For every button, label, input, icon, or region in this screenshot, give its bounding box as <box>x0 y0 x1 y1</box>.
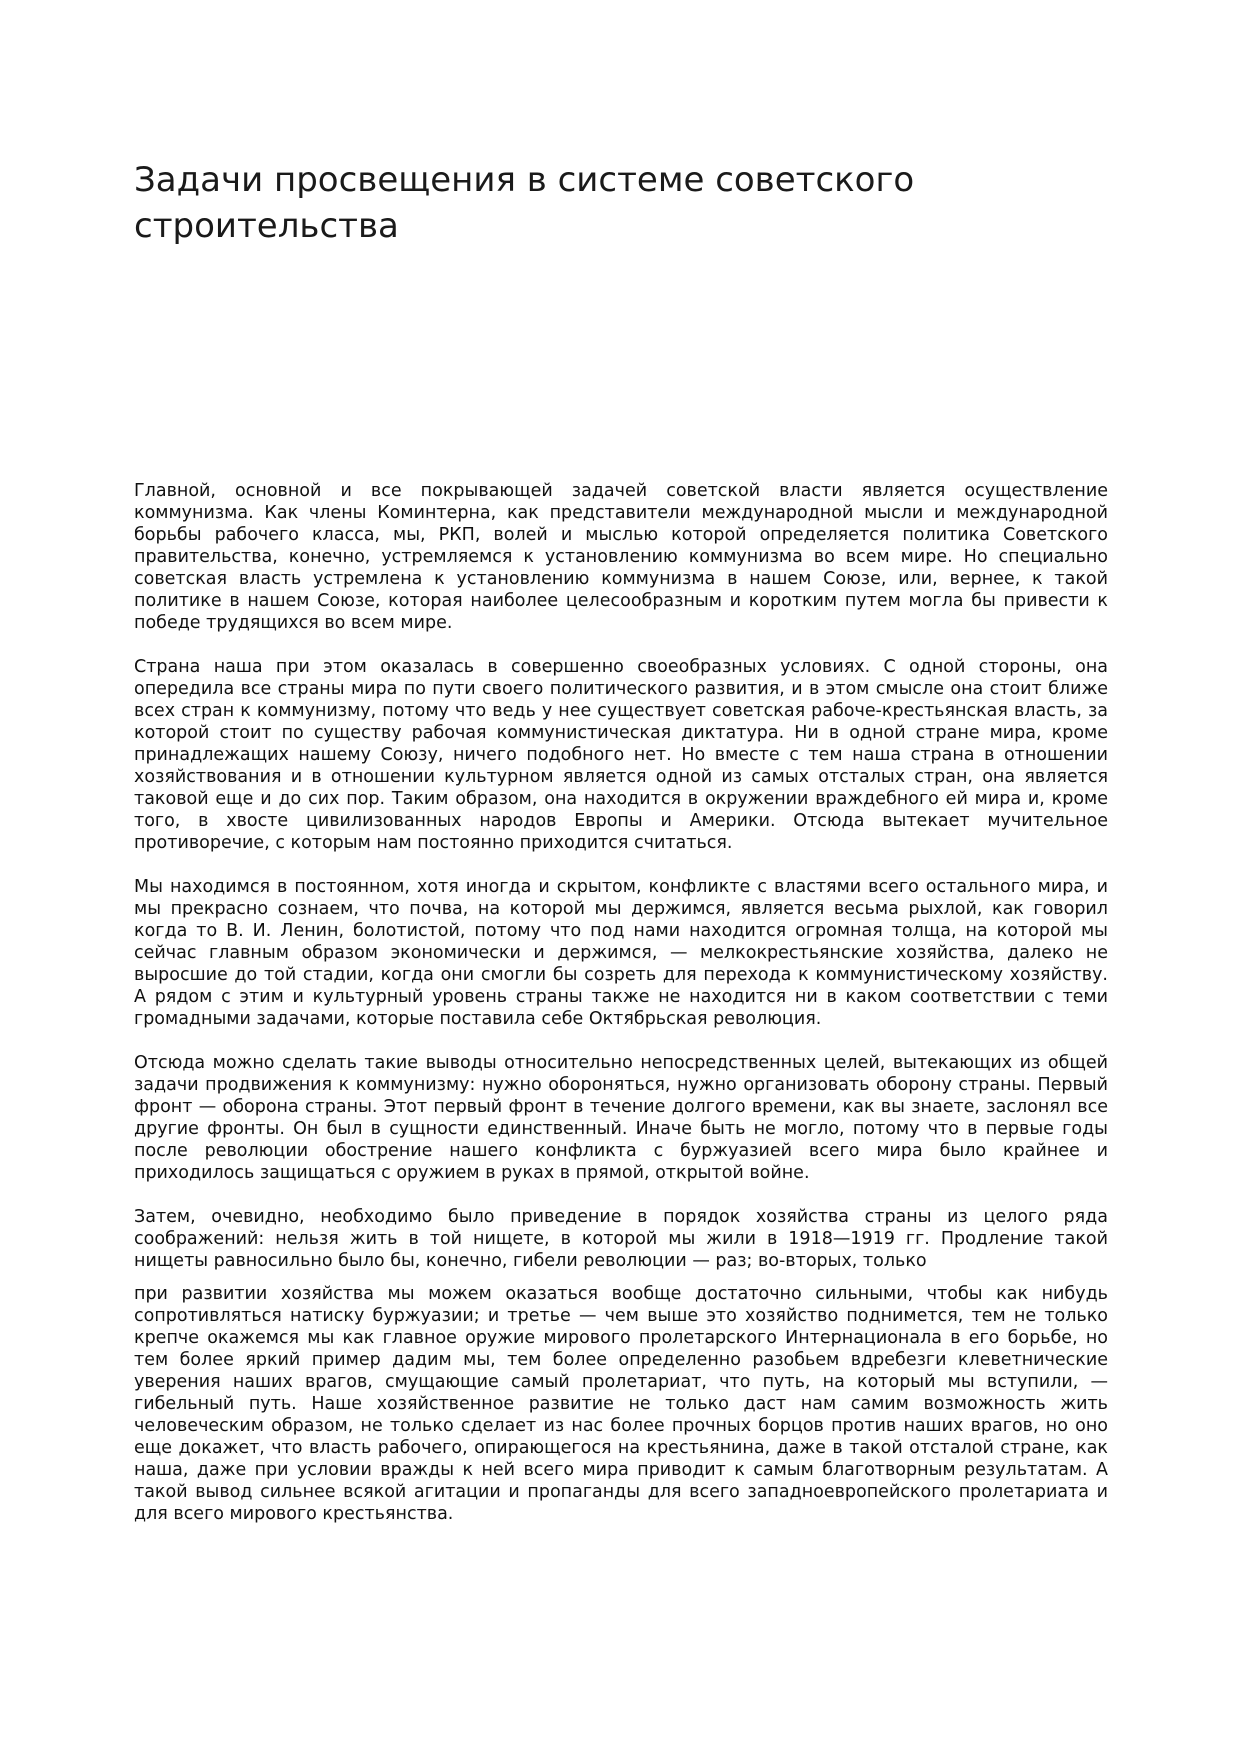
paragraph-6: при развитии хозяйства мы можем оказаться вообще достаточно сильными, чтобы как нибудь сопротивляться натиску буржуазии; и третье — чем выше это хозяйство поднимется, тем не только крепче окажемся мы как главное оружие мирового пролетарского Интернационала в его борьбе, но тем более яркий пример дадим мы, тем более определенно разобьем вдребезги клеветнические уверения наших врагов, смущающие самый пролетариат, что путь, на который мы вступили, — гибельный путь. Наше хозяйственное развитие не только даст нам самим возможность жить человеческим образом, не только сделает из нас более прочных борцов против наших врагов, но оно еще докажет, что власть рабочего, опирающегося на крестьянина, даже в такой отсталой стране, как наша, даже при условии вражды к ней всего мира приводит к самым благотворным результатам. А такой вывод сильнее всякой агитации и пропаганды для всего западноевропейского пролетариата и для всего мирового крестьянства. <box>134 1284 1108 1524</box>
paragraph-2: Страна наша при этом оказалась в совершенно своеобразных условиях. С одной стороны, она опередила все страны мира по пути своего политического развития, и в этом смысле она стоит ближе всех стран к коммунизму, потому что ведь у нее существует советская рабоче-крестьянская власть, за которой стоит по существу рабочая коммунистическая диктатура. Ни в одной стране мира, кроме принадлежащих нашему Союзу, ничего подобного нет. Но вместе с тем наша страна в отношении хозяйствования и в отношении культурном является одной из самых отсталых стран, она является таковой еще и до сих пор. Таким образом, она находится в окружении враждебного ей мира и, кроме того, в хвосте цивилизованных народов Европы и Америки. Отсюда вытекает мучительное противоречие, с которым нам постоянно приходится считаться. <box>134 657 1108 853</box>
paragraph-3: Мы находимся в постоянном, хотя иногда и скрытом, конфликте с властями всего остального мира, и мы прекрасно сознаем, что почва, на которой мы держимся, является весьма рыхлой, как говорил когда то В. И. Ленин, болотистой, потому что под нами находится огромная толща, на которой мы сейчас главным образом экономически и держимся, — мелкокрестьянские хозяйства, далеко не выросшие до той стадии, когда они смогли бы созреть для перехода к коммунистическому хозяйству. А рядом с этим и культурный уровень страны также не находится ни в каком соответствии с теми громадными задачами, которые поставила себе Октябрьская революция. <box>134 877 1108 1029</box>
article-body <box>134 480 1108 1547</box>
paragraph-5: Затем, очевидно, необходимо было приведение в порядок хозяйства страны из целого ряда соображений: нельзя жить в той нищете, в которой мы жили в 1918—1919 гг. Продление такой нищеты равносильно было бы, конечно, гибели революции — раз; во-вторых, только <box>134 1207 1108 1271</box>
page-title: Задачи просвещения в системе советского строительства <box>134 160 915 246</box>
paragraph-1: Главной, основной и все покрывающей задачей советской власти является осуществление коммунизма. Как члены Коминтерна, как представители международной мысли и международной борьбы рабочего класса, мы, РКП, волей и мыслью которой определяется политика Советского правительства, конечно, устремляемся к установлению коммунизма во всем мире. Но специально советская власть устремлена к установлению коммунизма в нашем Союзе, или, вернее, к такой политике в нашем Союзе, которая наиболее целесообразным и коротким путем могла бы привести к победе трудящихся во всем мире. <box>134 481 1108 633</box>
paragraph-4: Отсюда можно сделать такие выводы относительно непосредственных целей, вытекающих из общей задачи продвижения к коммунизму: нужно обороняться, нужно организовать оборону страны. Первый фронт — оборона страны. Этот первый фронт в течение долгого времени, как вы знаете, заслонял все другие фронты. Он был в сущности единственный. Иначе быть не могло, потому что в первые годы после революции обострение нашего конфликта с буржуазией всего мира было крайнее и приходилось защищаться с оружием в руках в прямой, открытой войне. <box>134 1053 1108 1183</box>
